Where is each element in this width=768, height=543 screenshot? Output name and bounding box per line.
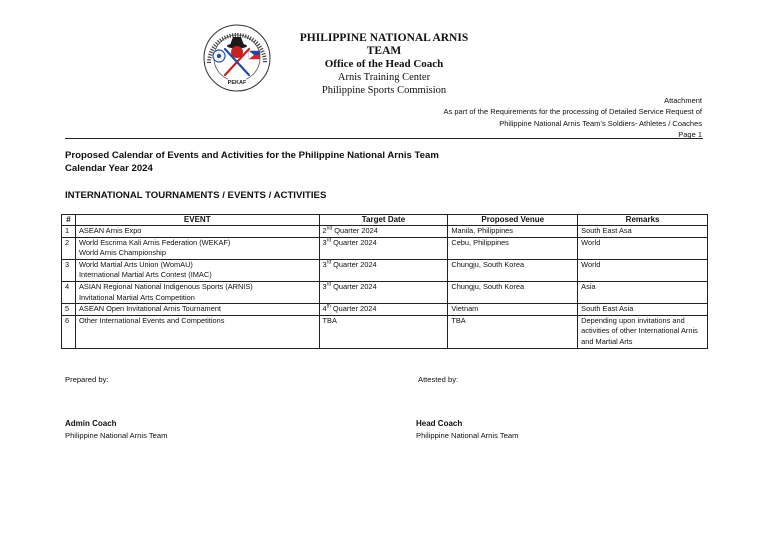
table-row bbox=[62, 304, 708, 316]
quarter-number: 3 bbox=[322, 259, 327, 269]
prepared-by-label: Prepared by: bbox=[65, 375, 109, 384]
commission-name: Philippine Sports Commision bbox=[321, 85, 447, 96]
event-cell bbox=[75, 281, 319, 303]
target-date-cell bbox=[319, 259, 448, 281]
attachment-note bbox=[444, 95, 702, 140]
section-heading: INTERNATIONAL TOURNAMENTS / EVENTS / ACTIVITIES bbox=[65, 190, 327, 201]
table-row bbox=[62, 237, 708, 259]
quarter-suffix: rd bbox=[326, 237, 332, 244]
event-line: International Martial Arts Contest (IMAC) bbox=[78, 270, 212, 280]
target-date-cell bbox=[319, 237, 448, 259]
row-number: 6 bbox=[62, 315, 76, 348]
page-number: Page 1 bbox=[678, 129, 702, 139]
table-header-row bbox=[62, 215, 708, 226]
quarter-number: 2 bbox=[322, 226, 327, 235]
event-line: ASIAN Regional National Indigenous Sports (ARNIS) bbox=[78, 281, 253, 291]
remarks-cell: World bbox=[578, 237, 708, 259]
head-coach-title: Head Coach bbox=[416, 419, 463, 428]
target-date-cell bbox=[319, 281, 448, 303]
quarter-suffix: th bbox=[326, 303, 331, 310]
events-table bbox=[61, 214, 708, 349]
remarks-cell: South East Asa bbox=[578, 226, 708, 238]
event-line: ASEAN Arnis Expo bbox=[78, 226, 142, 235]
venue-cell: TBA bbox=[448, 315, 578, 348]
title-line-2: Calendar Year 2024 bbox=[65, 162, 153, 174]
row-number: 1 bbox=[62, 226, 76, 238]
logo-label: PEKAF bbox=[227, 80, 247, 86]
remarks-cell: World bbox=[578, 259, 708, 281]
row-number: 4 bbox=[62, 281, 76, 303]
event-line: ASEAN Open Invitational Arnis Tournament bbox=[78, 304, 221, 314]
event-line: Invitational Martial Arts Competition bbox=[78, 292, 195, 302]
pekaf-logo bbox=[197, 23, 277, 93]
quarter-year: Quarter 2024 bbox=[331, 281, 377, 291]
attachment-label: Attachment bbox=[664, 96, 702, 105]
event-line: World Escrima Kali Arnis Federation (WEKAF) bbox=[78, 237, 231, 247]
table-row bbox=[62, 226, 708, 238]
event-line: Other International Events and Competitions bbox=[78, 315, 225, 325]
remarks-cell: Asia bbox=[578, 281, 708, 303]
target-date-cell bbox=[319, 315, 448, 348]
quarter-suffix: nd bbox=[326, 225, 333, 232]
title-line-1: Proposed Calendar of Events and Activities for the Philippine National Arnis Team bbox=[65, 150, 439, 161]
quarter-year: Quarter 2024 bbox=[332, 226, 378, 235]
admin-coach-org: Philippine National Arnis Team bbox=[65, 431, 168, 440]
attachment-line-2: As part of the Requirements for the processing of Detailed Service Request of bbox=[443, 107, 702, 117]
table-row bbox=[62, 315, 708, 348]
venue-cell: Vietnam bbox=[448, 304, 578, 316]
quarter-suffix: rd bbox=[326, 281, 332, 288]
quarter-year: Quarter 2024 bbox=[331, 237, 377, 247]
col-header-venue: Proposed Venue bbox=[448, 215, 578, 226]
row-number: 5 bbox=[62, 304, 76, 316]
center-name: Arnis Training Center bbox=[337, 72, 431, 83]
event-line: World Martial Arts Union (WomAU) bbox=[78, 259, 193, 269]
office-name: Office of the Head Coach bbox=[324, 58, 444, 70]
target-date-cell bbox=[319, 226, 448, 238]
header-divider bbox=[65, 138, 703, 139]
quarter-number: 3 bbox=[322, 281, 327, 291]
table-row bbox=[62, 281, 708, 303]
attachment-line-3: Philippine National Arnis Team’s Soldiers- Athletes / Coaches bbox=[499, 118, 702, 128]
attested-by-label: Attested by: bbox=[418, 375, 459, 384]
col-header-target-date: Target Date bbox=[319, 215, 448, 226]
quarter-number: 3 bbox=[322, 237, 327, 247]
venue-cell: Manila, Philippines bbox=[448, 226, 578, 238]
head-coach-org: Philippine National Arnis Team bbox=[416, 431, 519, 440]
row-number: 2 bbox=[62, 237, 76, 259]
event-line: World Arnis Championship bbox=[78, 248, 166, 258]
venue-cell: Chungju, South Korea bbox=[448, 281, 578, 303]
event-cell bbox=[75, 237, 319, 259]
quarter-suffix: rd bbox=[326, 259, 332, 266]
col-header-remarks: Remarks bbox=[578, 215, 708, 226]
event-cell bbox=[75, 226, 319, 238]
event-cell bbox=[75, 259, 319, 281]
event-cell bbox=[75, 315, 319, 348]
quarter-number: 4 bbox=[322, 304, 327, 314]
target-date-cell bbox=[319, 304, 448, 316]
quarter-year: Quarter 2024 bbox=[331, 259, 377, 269]
col-header-event: EVENT bbox=[75, 215, 319, 226]
venue-cell: Chungju, South Korea bbox=[448, 259, 578, 281]
remarks-cell: South East Asia bbox=[578, 304, 708, 316]
document-title bbox=[65, 150, 439, 175]
quarter-number: TBA bbox=[322, 315, 337, 325]
row-number: 3 bbox=[62, 259, 76, 281]
remarks-cell: Depending upon invitations and activities of other International Arnis and Martial Arts bbox=[578, 315, 708, 348]
venue-cell: Cebu, Philippines bbox=[448, 237, 578, 259]
table-row bbox=[62, 259, 708, 281]
col-header-number: # bbox=[62, 215, 76, 226]
event-cell bbox=[75, 304, 319, 316]
org-name: PHILIPPINE NATIONAL ARNIS TEAM bbox=[299, 32, 469, 57]
letterhead bbox=[283, 32, 485, 97]
admin-coach-title: Admin Coach bbox=[65, 419, 117, 428]
quarter-year: Quarter 2024 bbox=[330, 304, 377, 314]
